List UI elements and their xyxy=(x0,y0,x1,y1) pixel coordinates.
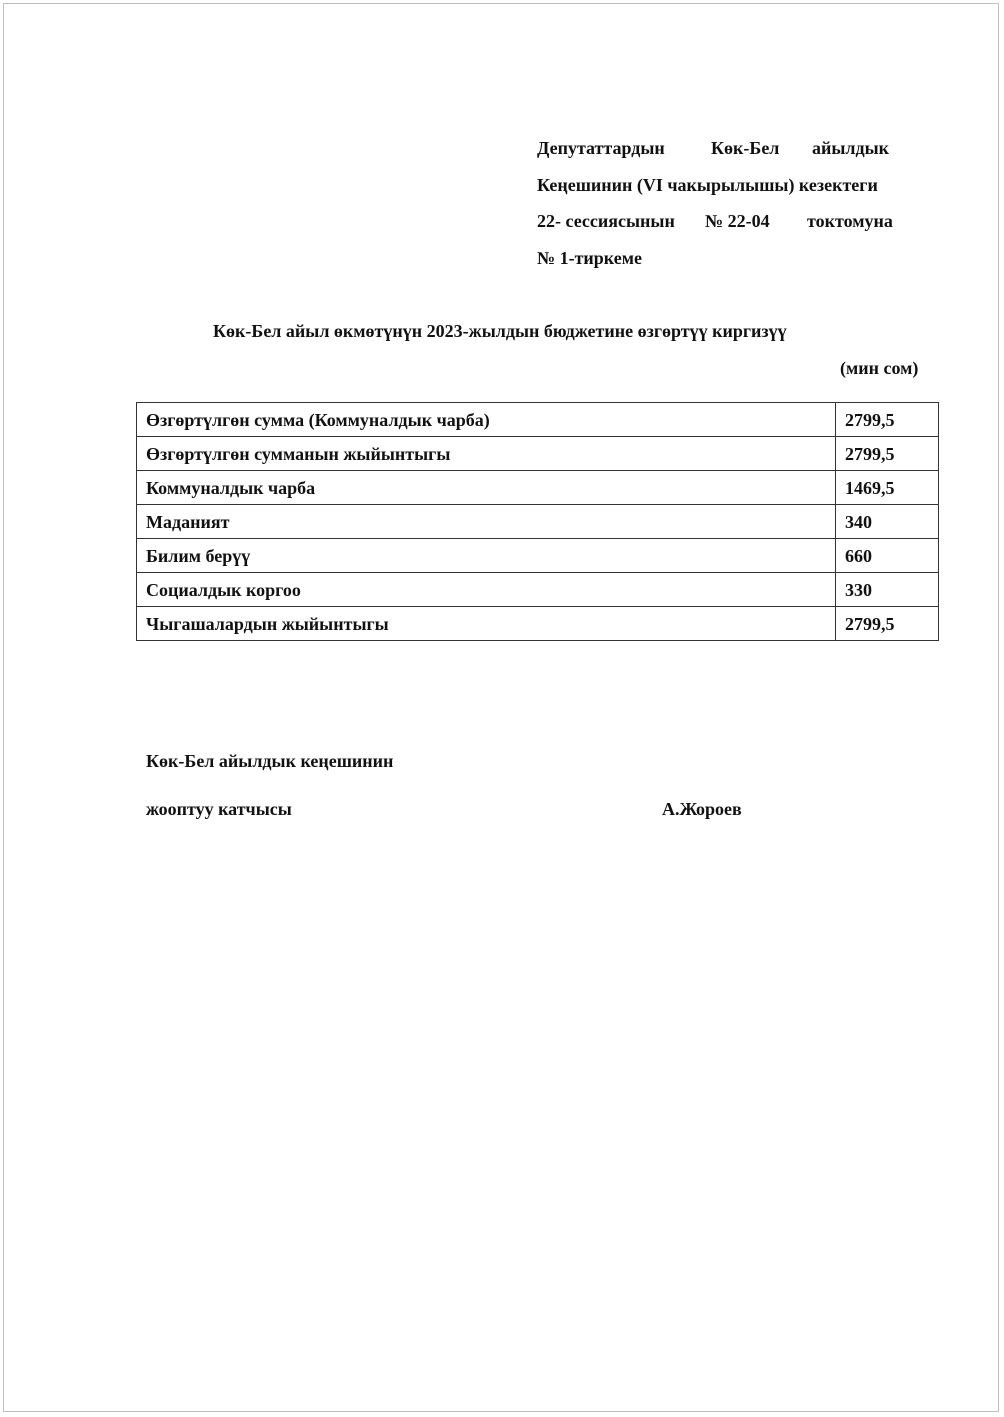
table-row xyxy=(137,437,939,471)
row-value: 2799,5 xyxy=(836,403,939,437)
row-value: 2799,5 xyxy=(836,437,939,471)
resolution-line-1-word-3: айылдык xyxy=(812,138,890,158)
row-label: Өзгөртүлгөн сумма (Коммуналдык чарба) xyxy=(137,403,836,437)
row-value: 660 xyxy=(836,539,939,573)
row-label: Коммуналдык чарба xyxy=(137,471,836,505)
signature-title-line-2: жооптуу катчысы xyxy=(146,799,292,819)
resolution-line-2: Кеңешинин (VI чакырылышы) кезектеги xyxy=(537,175,878,195)
signatory-name: А.Жороев xyxy=(662,799,742,819)
resolution-line-1-word-1: Депутаттардын xyxy=(537,138,665,158)
table-row xyxy=(137,607,939,641)
budget-table xyxy=(136,402,939,641)
row-value: 1469,5 xyxy=(836,471,939,505)
row-label: Социалдык коргоо xyxy=(137,573,836,607)
resolution-line-3-word-2: № 22-04 xyxy=(705,211,770,231)
resolution-line-3 xyxy=(537,210,927,232)
resolution-line-1 xyxy=(537,137,927,159)
row-value: 340 xyxy=(836,505,939,539)
row-label: Чыгашалардын жыйынтыгы xyxy=(137,607,836,641)
resolution-line-4: № 1-тиркеме xyxy=(537,248,642,268)
row-value: 2799,5 xyxy=(836,607,939,641)
table-row xyxy=(137,471,939,505)
row-label: Маданият xyxy=(137,505,836,539)
table-row xyxy=(137,505,939,539)
row-value: 330 xyxy=(836,573,939,607)
resolution-line-1-word-2: Көк-Бел xyxy=(711,138,780,158)
table-row xyxy=(137,573,939,607)
table-row xyxy=(137,539,939,573)
document-title: Көк-Бел айыл өкмөтүнүн 2023-жылдын бюджетине өзгөртүү киргизүү xyxy=(213,321,787,341)
unit-label: (мин сом) xyxy=(840,358,919,378)
row-label: Өзгөртүлгөн сумманын жыйынтыгы xyxy=(137,437,836,471)
resolution-line-3-word-1: 22- сессиясынын xyxy=(537,211,675,231)
signature-title-line-1: Көк-Бел айылдык кеңешинин xyxy=(146,751,394,771)
row-label: Билим берүү xyxy=(137,539,836,573)
table-row xyxy=(137,403,939,437)
resolution-line-3-word-3: токтомуна xyxy=(807,211,893,231)
